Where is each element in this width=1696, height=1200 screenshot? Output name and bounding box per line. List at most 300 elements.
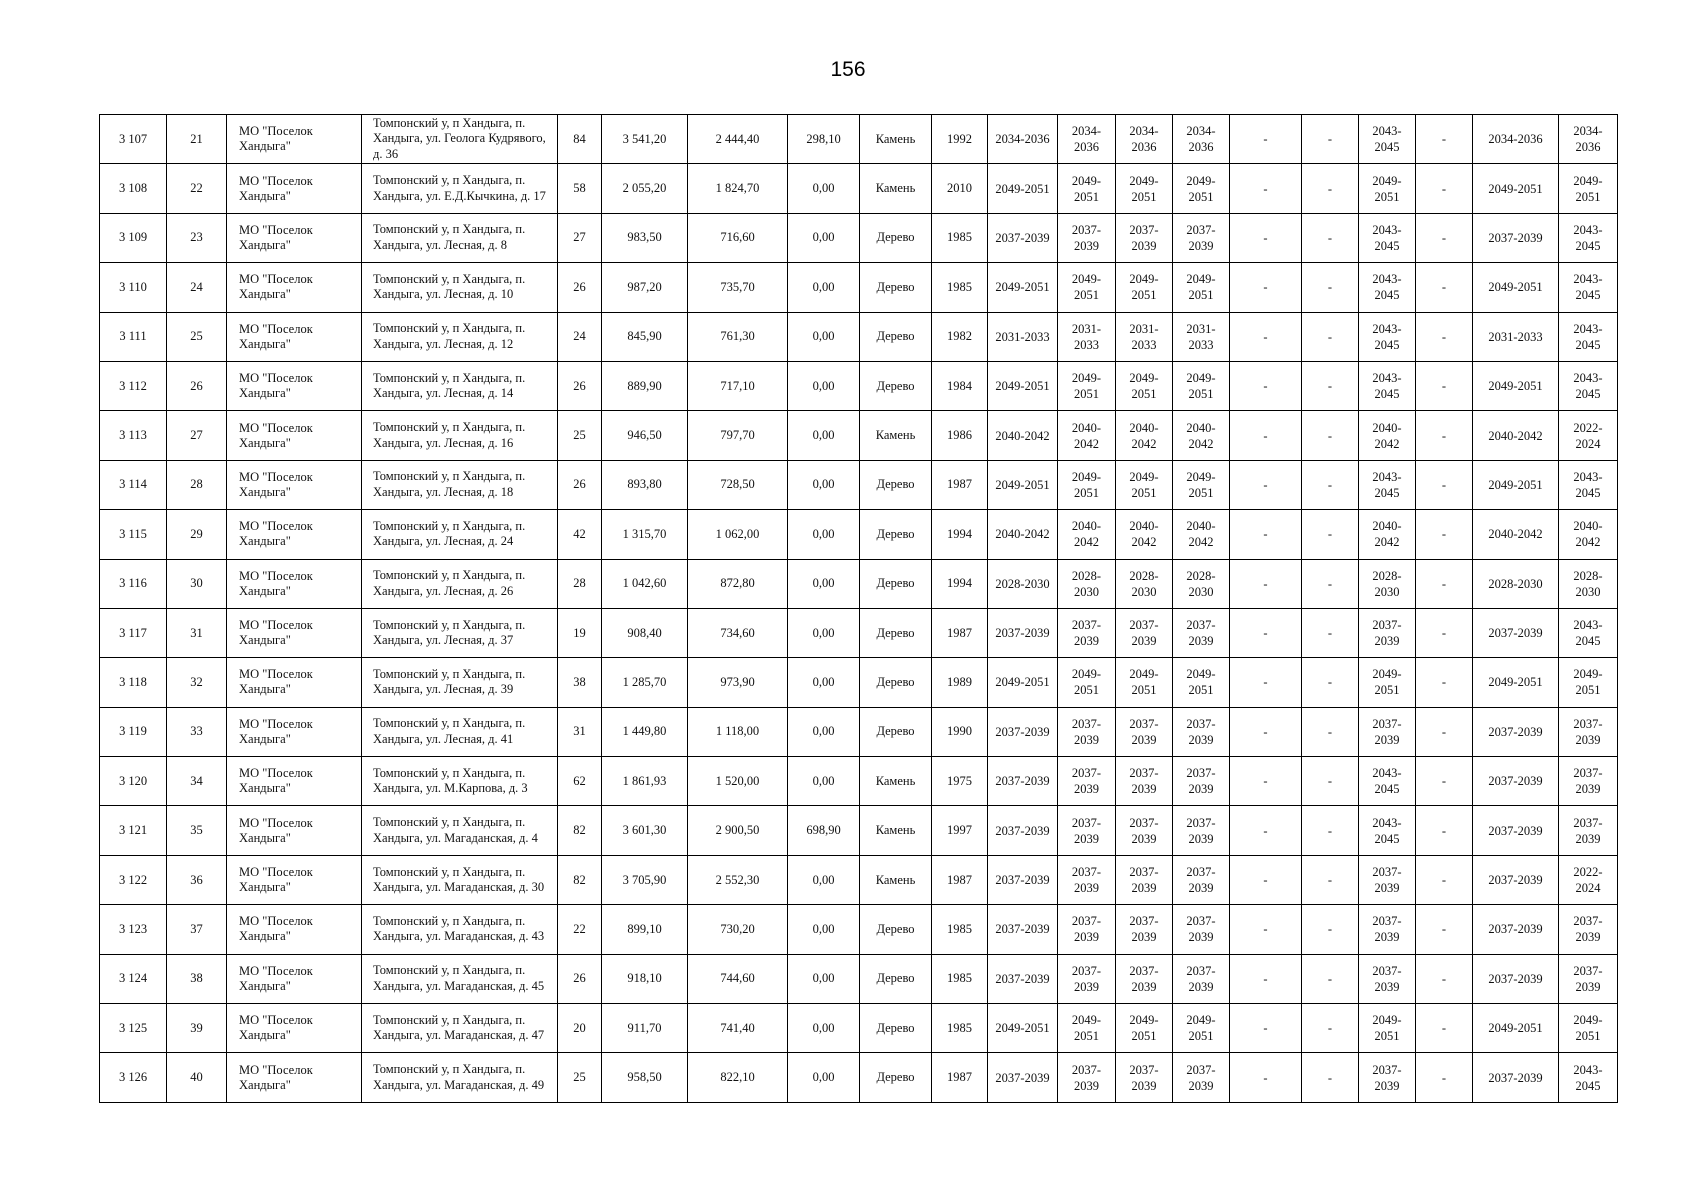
apartments-count-cell: 25	[558, 411, 602, 460]
period-cell: 2037-2039	[988, 954, 1058, 1003]
record-number: 3 123	[100, 905, 167, 954]
total-area-cell: 1 285,70	[602, 658, 688, 707]
period-cell: -	[1416, 411, 1473, 460]
total-area-cell: 911,70	[602, 1004, 688, 1053]
period-cell: -	[1416, 510, 1473, 559]
row-index: 34	[167, 757, 227, 806]
living-area-cell: 730,20	[688, 905, 788, 954]
period-cell: 2049-2051	[1473, 1004, 1559, 1053]
period-cell: 2037-2039	[1058, 1053, 1116, 1102]
record-number: 3 114	[100, 460, 167, 509]
build-year-cell: 1987	[932, 1053, 988, 1102]
period-cell: -	[1302, 164, 1359, 213]
row-index: 33	[167, 707, 227, 756]
wall-material-cell: Камень	[860, 757, 932, 806]
nonresidential-area-cell: 298,10	[788, 115, 860, 164]
period-cell: 2049-2051	[988, 361, 1058, 410]
period-cell: -	[1416, 1004, 1473, 1053]
apartments-count-cell: 26	[558, 361, 602, 410]
table-row	[100, 806, 1618, 855]
period-cell: 2049-2051	[1359, 658, 1416, 707]
page-number: 156	[830, 58, 866, 81]
wall-material-cell: Камень	[860, 855, 932, 904]
wall-material-cell: Дерево	[860, 510, 932, 559]
period-cell: 2037-2039	[988, 608, 1058, 657]
period-cell: -	[1230, 411, 1302, 460]
record-number: 3 122	[100, 855, 167, 904]
period-cell: -	[1416, 312, 1473, 361]
period-cell: -	[1230, 312, 1302, 361]
period-cell: 2049-2051	[1473, 164, 1559, 213]
period-cell: 2037-2039	[1359, 707, 1416, 756]
living-area-cell: 717,10	[688, 361, 788, 410]
record-number: 3 120	[100, 757, 167, 806]
period-cell: 2037-2039	[1559, 757, 1618, 806]
period-cell: 2049-2051	[988, 460, 1058, 509]
living-area-cell: 872,80	[688, 559, 788, 608]
apartments-count-cell: 26	[558, 460, 602, 509]
record-number: 3 118	[100, 658, 167, 707]
row-index: 38	[167, 954, 227, 1003]
period-cell: 2043-2045	[1359, 757, 1416, 806]
period-cell: 2049-2051	[1173, 164, 1230, 213]
municipality-cell: МО "Поселок Хандыга"	[227, 1053, 362, 1102]
period-cell: -	[1302, 361, 1359, 410]
period-cell: 2037-2039	[1058, 213, 1116, 262]
row-index: 24	[167, 263, 227, 312]
nonresidential-area-cell: 0,00	[788, 460, 860, 509]
period-cell: 2028-2030	[1473, 559, 1559, 608]
period-cell: 2043-2045	[1359, 115, 1416, 164]
period-cell: -	[1230, 263, 1302, 312]
period-cell: 2049-2051	[1559, 164, 1618, 213]
period-cell: 2049-2051	[1173, 263, 1230, 312]
period-cell: 2040-2042	[1473, 510, 1559, 559]
period-cell: 2037-2039	[1058, 855, 1116, 904]
apartments-count-cell: 27	[558, 213, 602, 262]
period-cell: 2037-2039	[1473, 757, 1559, 806]
period-cell: 2043-2045	[1359, 312, 1416, 361]
record-number: 3 109	[100, 213, 167, 262]
period-cell: -	[1302, 460, 1359, 509]
period-cell: 2037-2039	[988, 757, 1058, 806]
apartments-count-cell: 62	[558, 757, 602, 806]
period-cell: 2049-2051	[1473, 361, 1559, 410]
period-cell: 2043-2045	[1559, 312, 1618, 361]
period-cell: -	[1230, 1053, 1302, 1102]
period-cell: -	[1302, 905, 1359, 954]
apartments-count-cell: 84	[558, 115, 602, 164]
row-index: 22	[167, 164, 227, 213]
period-cell: 2037-2039	[1173, 707, 1230, 756]
municipality-cell: МО "Поселок Хандыга"	[227, 115, 362, 164]
address-cell: Томпонский у, п Хандыга, п. Хандыга, ул. Лесная, д. 8	[362, 213, 558, 262]
living-area-cell: 761,30	[688, 312, 788, 361]
nonresidential-area-cell: 0,00	[788, 707, 860, 756]
period-cell: 2043-2045	[1359, 361, 1416, 410]
period-cell: 2043-2045	[1359, 213, 1416, 262]
period-cell: 2028-2030	[1173, 559, 1230, 608]
record-number: 3 111	[100, 312, 167, 361]
row-index: 28	[167, 460, 227, 509]
record-number: 3 117	[100, 608, 167, 657]
period-cell: 2037-2039	[1173, 954, 1230, 1003]
period-cell: 2037-2039	[1116, 213, 1173, 262]
period-cell: 2049-2051	[1359, 1004, 1416, 1053]
period-cell: 2049-2051	[1116, 460, 1173, 509]
address-cell: Томпонский у, п Хандыга, п. Хандыга, ул. Е.Д.Кычкина, д. 17	[362, 164, 558, 213]
period-cell: 2049-2051	[1473, 263, 1559, 312]
total-area-cell: 845,90	[602, 312, 688, 361]
wall-material-cell: Дерево	[860, 1053, 932, 1102]
apartments-count-cell: 58	[558, 164, 602, 213]
build-year-cell: 1989	[932, 658, 988, 707]
period-cell: 2037-2039	[1116, 1053, 1173, 1102]
period-cell: 2049-2051	[1116, 361, 1173, 410]
living-area-cell: 1 118,00	[688, 707, 788, 756]
period-cell: 2037-2039	[1173, 855, 1230, 904]
period-cell: 2049-2051	[1173, 361, 1230, 410]
nonresidential-area-cell: 0,00	[788, 757, 860, 806]
period-cell: 2043-2045	[1559, 460, 1618, 509]
period-cell: 2028-2030	[988, 559, 1058, 608]
table-row	[100, 510, 1618, 559]
wall-material-cell: Дерево	[860, 954, 932, 1003]
period-cell: 2022-2024	[1559, 411, 1618, 460]
period-cell: 2037-2039	[988, 1053, 1058, 1102]
period-cell: 2037-2039	[1559, 954, 1618, 1003]
period-cell: 2022-2024	[1559, 855, 1618, 904]
period-cell: 2034-2036	[1559, 115, 1618, 164]
build-year-cell: 1987	[932, 608, 988, 657]
table-row	[100, 658, 1618, 707]
municipality-cell: МО "Поселок Хандыга"	[227, 361, 362, 410]
living-area-cell: 973,90	[688, 658, 788, 707]
total-area-cell: 1 449,80	[602, 707, 688, 756]
period-cell: -	[1302, 855, 1359, 904]
build-year-cell: 1985	[932, 1004, 988, 1053]
address-cell: Томпонский у, п Хандыга, п. Хандыга, ул. Лесная, д. 18	[362, 460, 558, 509]
record-number: 3 121	[100, 806, 167, 855]
total-area-cell: 946,50	[602, 411, 688, 460]
nonresidential-area-cell: 0,00	[788, 905, 860, 954]
build-year-cell: 1975	[932, 757, 988, 806]
apartments-count-cell: 82	[558, 855, 602, 904]
period-cell: 2040-2042	[1173, 411, 1230, 460]
period-cell: -	[1416, 806, 1473, 855]
period-cell: 2049-2051	[1116, 263, 1173, 312]
build-year-cell: 1987	[932, 460, 988, 509]
apartments-count-cell: 38	[558, 658, 602, 707]
address-cell: Томпонский у, п Хандыга, п. Хандыга, ул. Лесная, д. 14	[362, 361, 558, 410]
period-cell: 2037-2039	[1058, 608, 1116, 657]
nonresidential-area-cell: 0,00	[788, 855, 860, 904]
period-cell: -	[1230, 905, 1302, 954]
living-area-cell: 2 444,40	[688, 115, 788, 164]
period-cell: -	[1416, 707, 1473, 756]
address-cell: Томпонский у, п Хандыга, п. Хандыга, ул. Лесная, д. 39	[362, 658, 558, 707]
period-cell: 2037-2039	[1473, 608, 1559, 657]
municipality-cell: МО "Поселок Хандыга"	[227, 213, 362, 262]
period-cell: -	[1230, 559, 1302, 608]
period-cell: -	[1416, 115, 1473, 164]
period-cell: 2043-2045	[1359, 460, 1416, 509]
total-area-cell: 1 861,93	[602, 757, 688, 806]
total-area-cell: 1 042,60	[602, 559, 688, 608]
period-cell: -	[1230, 1004, 1302, 1053]
nonresidential-area-cell: 0,00	[788, 608, 860, 657]
row-index: 23	[167, 213, 227, 262]
apartments-count-cell: 22	[558, 905, 602, 954]
period-cell: 2037-2039	[1058, 905, 1116, 954]
period-cell: -	[1230, 855, 1302, 904]
period-cell: 2037-2039	[1058, 806, 1116, 855]
address-cell: Томпонский у, п Хандыга, п. Хандыга, ул. Магаданская, д. 49	[362, 1053, 558, 1102]
build-year-cell: 2010	[932, 164, 988, 213]
apartments-count-cell: 82	[558, 806, 602, 855]
period-cell: -	[1302, 608, 1359, 657]
municipality-cell: МО "Поселок Хандыга"	[227, 460, 362, 509]
period-cell: 2028-2030	[1116, 559, 1173, 608]
period-cell: 2034-2036	[988, 115, 1058, 164]
period-cell: 2037-2039	[1359, 905, 1416, 954]
record-number: 3 115	[100, 510, 167, 559]
living-area-cell: 822,10	[688, 1053, 788, 1102]
period-cell: 2049-2051	[1058, 263, 1116, 312]
table-row	[100, 411, 1618, 460]
address-cell: Томпонский у, п Хандыга, п. Хандыга, ул. Магаданская, д. 30	[362, 855, 558, 904]
row-index: 32	[167, 658, 227, 707]
row-index: 40	[167, 1053, 227, 1102]
wall-material-cell: Дерево	[860, 1004, 932, 1053]
record-number: 3 107	[100, 115, 167, 164]
municipality-cell: МО "Поселок Хандыга"	[227, 164, 362, 213]
record-number: 3 125	[100, 1004, 167, 1053]
table-row	[100, 905, 1618, 954]
period-cell: 2031-2033	[1058, 312, 1116, 361]
wall-material-cell: Дерево	[860, 658, 932, 707]
housing-register-table	[99, 114, 1618, 1103]
living-area-cell: 728,50	[688, 460, 788, 509]
record-number: 3 116	[100, 559, 167, 608]
build-year-cell: 1987	[932, 855, 988, 904]
row-index: 26	[167, 361, 227, 410]
period-cell: -	[1230, 707, 1302, 756]
period-cell: 2049-2051	[1173, 460, 1230, 509]
period-cell: 2040-2042	[988, 411, 1058, 460]
total-area-cell: 889,90	[602, 361, 688, 410]
period-cell: 2037-2039	[1473, 806, 1559, 855]
table-row	[100, 312, 1618, 361]
period-cell: 2037-2039	[1559, 806, 1618, 855]
table-row	[100, 460, 1618, 509]
period-cell: -	[1416, 361, 1473, 410]
period-cell: 2034-2036	[1173, 115, 1230, 164]
record-number: 3 110	[100, 263, 167, 312]
period-cell: -	[1230, 164, 1302, 213]
period-cell: 2037-2039	[1559, 905, 1618, 954]
row-index: 39	[167, 1004, 227, 1053]
municipality-cell: МО "Поселок Хандыга"	[227, 757, 362, 806]
table-body	[100, 115, 1618, 1103]
living-area-cell: 2 552,30	[688, 855, 788, 904]
period-cell: -	[1230, 213, 1302, 262]
address-cell: Томпонский у, п Хандыга, п. Хандыга, ул. Лесная, д. 24	[362, 510, 558, 559]
apartments-count-cell: 31	[558, 707, 602, 756]
build-year-cell: 1997	[932, 806, 988, 855]
period-cell: -	[1416, 460, 1473, 509]
nonresidential-area-cell: 0,00	[788, 1004, 860, 1053]
period-cell: 2040-2042	[1116, 510, 1173, 559]
period-cell: 2049-2051	[1473, 460, 1559, 509]
period-cell: 2037-2039	[1173, 757, 1230, 806]
period-cell: 2028-2030	[1359, 559, 1416, 608]
municipality-cell: МО "Поселок Хандыга"	[227, 1004, 362, 1053]
period-cell: 2037-2039	[1359, 855, 1416, 904]
period-cell: 2049-2051	[988, 1004, 1058, 1053]
period-cell: 2037-2039	[1116, 707, 1173, 756]
period-cell: 2049-2051	[988, 164, 1058, 213]
table-row	[100, 361, 1618, 410]
period-cell: -	[1302, 559, 1359, 608]
period-cell: 2040-2042	[1173, 510, 1230, 559]
build-year-cell: 1992	[932, 115, 988, 164]
period-cell: 2043-2045	[1559, 213, 1618, 262]
wall-material-cell: Дерево	[860, 905, 932, 954]
period-cell: 2037-2039	[1473, 1053, 1559, 1102]
period-cell: -	[1230, 361, 1302, 410]
wall-material-cell: Дерево	[860, 213, 932, 262]
address-cell: Томпонский у, п Хандыга, п. Хандыга, ул. Лесная, д. 37	[362, 608, 558, 657]
municipality-cell: МО "Поселок Хандыга"	[227, 608, 362, 657]
period-cell: -	[1230, 460, 1302, 509]
period-cell: 2037-2039	[1473, 855, 1559, 904]
period-cell: -	[1302, 411, 1359, 460]
period-cell: 2037-2039	[1359, 608, 1416, 657]
period-cell: 2037-2039	[988, 855, 1058, 904]
total-area-cell: 3 541,20	[602, 115, 688, 164]
period-cell: 2031-2033	[1116, 312, 1173, 361]
address-cell: Томпонский у, п Хандыга, п. Хандыга, ул. Лесная, д. 16	[362, 411, 558, 460]
table-row	[100, 757, 1618, 806]
period-cell: 2037-2039	[1473, 954, 1559, 1003]
table-row	[100, 608, 1618, 657]
record-number: 3 124	[100, 954, 167, 1003]
apartments-count-cell: 28	[558, 559, 602, 608]
total-area-cell: 893,80	[602, 460, 688, 509]
period-cell: 2040-2042	[1359, 411, 1416, 460]
row-index: 31	[167, 608, 227, 657]
period-cell: 2037-2039	[1173, 213, 1230, 262]
period-cell: 2040-2042	[1473, 411, 1559, 460]
period-cell: 2043-2045	[1559, 1053, 1618, 1102]
period-cell: 2028-2030	[1559, 559, 1618, 608]
municipality-cell: МО "Поселок Хандыга"	[227, 905, 362, 954]
total-area-cell: 958,50	[602, 1053, 688, 1102]
municipality-cell: МО "Поселок Хандыга"	[227, 510, 362, 559]
wall-material-cell: Дерево	[860, 312, 932, 361]
period-cell: 2037-2039	[988, 806, 1058, 855]
period-cell: -	[1416, 559, 1473, 608]
build-year-cell: 1994	[932, 510, 988, 559]
total-area-cell: 2 055,20	[602, 164, 688, 213]
period-cell: 2031-2033	[1173, 312, 1230, 361]
municipality-cell: МО "Поселок Хандыга"	[227, 707, 362, 756]
address-cell: Томпонский у, п Хандыга, п. Хандыга, ул. Лесная, д. 41	[362, 707, 558, 756]
record-number: 3 126	[100, 1053, 167, 1102]
period-cell: 2049-2051	[1473, 658, 1559, 707]
table-row	[100, 707, 1618, 756]
period-cell: 2049-2051	[1058, 164, 1116, 213]
apartments-count-cell: 26	[558, 954, 602, 1003]
wall-material-cell: Камень	[860, 115, 932, 164]
period-cell: -	[1416, 164, 1473, 213]
period-cell: 2037-2039	[1473, 905, 1559, 954]
period-cell: -	[1416, 263, 1473, 312]
apartments-count-cell: 26	[558, 263, 602, 312]
total-area-cell: 3 705,90	[602, 855, 688, 904]
period-cell: 2043-2045	[1559, 361, 1618, 410]
wall-material-cell: Камень	[860, 411, 932, 460]
period-cell: 2037-2039	[1116, 806, 1173, 855]
build-year-cell: 1984	[932, 361, 988, 410]
apartments-count-cell: 25	[558, 1053, 602, 1102]
period-cell: 2037-2039	[1116, 757, 1173, 806]
period-cell: -	[1416, 757, 1473, 806]
build-year-cell: 1986	[932, 411, 988, 460]
period-cell: 2043-2045	[1359, 806, 1416, 855]
nonresidential-area-cell: 0,00	[788, 263, 860, 312]
period-cell: 2049-2051	[1116, 1004, 1173, 1053]
period-cell: 2037-2039	[1173, 905, 1230, 954]
period-cell: -	[1302, 312, 1359, 361]
apartments-count-cell: 20	[558, 1004, 602, 1053]
build-year-cell: 1990	[932, 707, 988, 756]
nonresidential-area-cell: 0,00	[788, 954, 860, 1003]
row-index: 35	[167, 806, 227, 855]
table-row	[100, 164, 1618, 213]
nonresidential-area-cell: 0,00	[788, 213, 860, 262]
apartments-count-cell: 42	[558, 510, 602, 559]
period-cell: 2037-2039	[1359, 1053, 1416, 1102]
wall-material-cell: Камень	[860, 164, 932, 213]
period-cell: -	[1230, 757, 1302, 806]
row-index: 25	[167, 312, 227, 361]
nonresidential-area-cell: 0,00	[788, 510, 860, 559]
period-cell: 2037-2039	[988, 905, 1058, 954]
nonresidential-area-cell: 698,90	[788, 806, 860, 855]
total-area-cell: 1 315,70	[602, 510, 688, 559]
period-cell: 2040-2042	[1559, 510, 1618, 559]
nonresidential-area-cell: 0,00	[788, 1053, 860, 1102]
build-year-cell: 1982	[932, 312, 988, 361]
municipality-cell: МО "Поселок Хандыга"	[227, 312, 362, 361]
wall-material-cell: Дерево	[860, 263, 932, 312]
table-row	[100, 115, 1618, 164]
period-cell: -	[1302, 115, 1359, 164]
period-cell: 2040-2042	[1116, 411, 1173, 460]
wall-material-cell: Дерево	[860, 608, 932, 657]
period-cell: 2037-2039	[1116, 855, 1173, 904]
wall-material-cell: Дерево	[860, 361, 932, 410]
record-number: 3 112	[100, 361, 167, 410]
table-row	[100, 559, 1618, 608]
period-cell: 2049-2051	[1058, 361, 1116, 410]
period-cell: 2037-2039	[988, 707, 1058, 756]
record-number: 3 119	[100, 707, 167, 756]
period-cell: 2037-2039	[1173, 608, 1230, 657]
table-row	[100, 1053, 1618, 1102]
